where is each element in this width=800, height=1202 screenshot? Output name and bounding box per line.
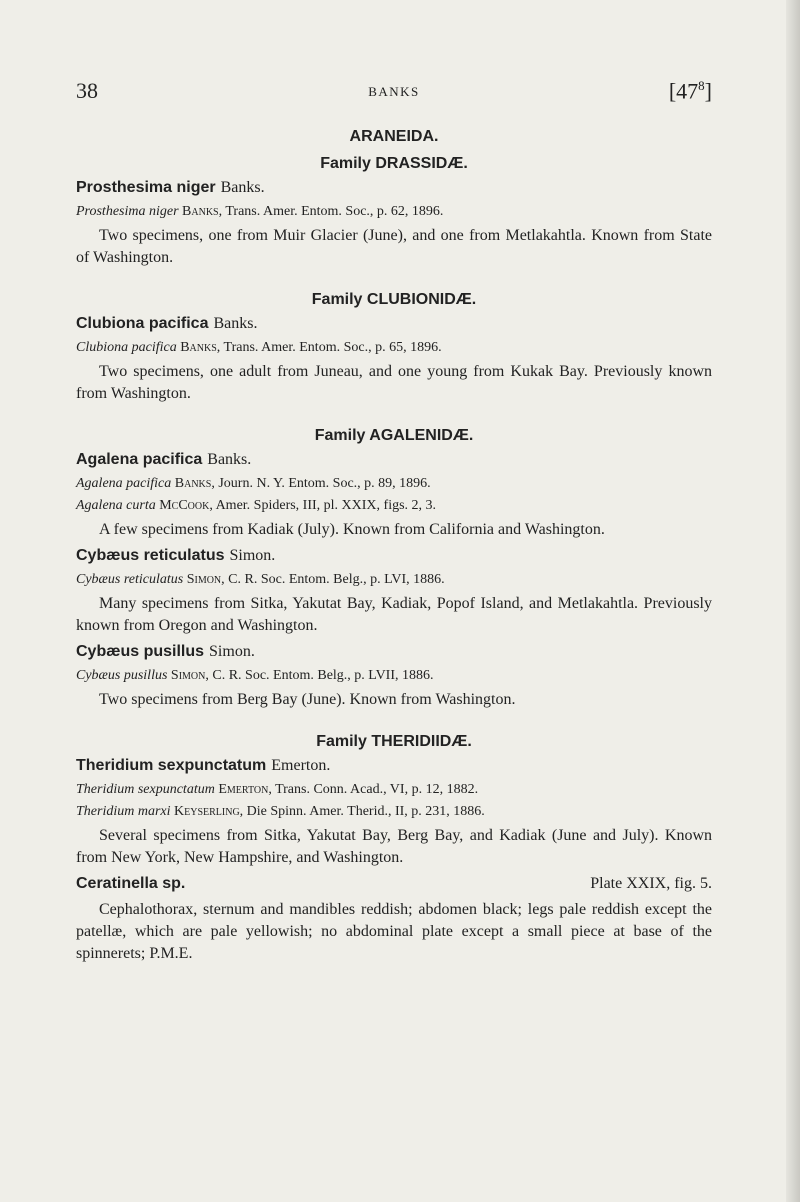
running-title: BANKS: [368, 84, 420, 99]
species-heading: [76, 179, 712, 197]
species-heading: [76, 451, 712, 469]
species-author: Simon.: [209, 643, 255, 660]
citation-line: [76, 339, 712, 357]
article-body: [76, 128, 712, 971]
citation-details: , Amer. Spiders, III, pl. XXIX, figs. 2, 3.: [209, 498, 437, 513]
citation-details: , Trans. Conn. Acad., VI, p. 12, 1882.: [268, 782, 479, 797]
citation-details: , C. R. Soc. Entom. Belg., p. LVII, 1886.: [205, 668, 434, 683]
page-number: 38: [76, 78, 98, 103]
citation-line: [76, 497, 712, 515]
citation-details: , Journ. N. Y. Entom. Soc., p. 89, 1896.: [211, 476, 431, 491]
order-heading: ARANEIDA.: [349, 128, 439, 145]
page-edge-shadow: [786, 0, 800, 1202]
species-record-text: Two specimens, one adult from Juneau, and one young from Kukak Bay. Previously known from Washington.: [76, 363, 712, 402]
citation-taxon: Theridium sexpunctatum: [76, 782, 215, 797]
species-record-text: A few specimens from Kadiak (July). Known from California and Washington.: [99, 521, 605, 538]
citation-line: [76, 667, 712, 685]
species-heading: [76, 547, 712, 565]
species-name: Theridium sexpunctatum: [76, 757, 267, 774]
citation-line: [76, 803, 712, 821]
citation-details: , C. R. Soc. Entom. Belg., p. LVI, 1886.: [221, 572, 445, 587]
species-heading: [76, 757, 712, 775]
citation-details: , Trans. Amer. Entom. Soc., p. 65, 1896.: [216, 340, 442, 355]
plate-reference: Plate XXIX, fig. 5.: [590, 875, 712, 892]
citation-taxon: Cybæus reticulatus: [76, 572, 184, 587]
species-author: Banks.: [207, 451, 252, 468]
species-name: Cybæus reticulatus: [76, 547, 225, 564]
citation-author: McCook: [159, 498, 210, 513]
citation-taxon: Prosthesima niger: [76, 204, 179, 219]
species-heading: [76, 875, 712, 893]
species-heading: [76, 643, 712, 661]
citation-line: [76, 571, 712, 589]
species-author: Banks.: [213, 315, 258, 332]
species-name: Agalena pacifica: [76, 451, 203, 468]
citation-details: , Die Spinn. Amer. Therid., II, p. 231, 1886.: [239, 804, 485, 819]
citation-author: Emerton: [218, 782, 269, 797]
citation-details: , Trans. Amer. Entom. Soc., p. 62, 1896.: [218, 204, 444, 219]
species-author: Emerton.: [271, 757, 331, 774]
page-header: [76, 78, 712, 114]
original-page-number: $[47^8]$: [668, 78, 712, 104]
species-record-text: Cephalothorax, sternum and mandibles reddish; abdomen black; legs pale reddish except the patellæ, which are pale yellowish; no abdominal plate except a small piece at base of the spinnerets; P.M.E.: [76, 901, 712, 962]
species-record-text: Several specimens from Sitka, Yakutat Bay, Berg Bay, and Kadiak (June and July). Known from New York, New Hampshire, and Washington.: [76, 827, 712, 866]
family-heading: Family CLUBIONIDÆ.: [311, 291, 477, 308]
species-record-text: Two specimens, one from Muir Glacier (June), and one from Metlakahtla. Known from State of Washington.: [76, 227, 712, 266]
species-author: Simon.: [229, 547, 276, 564]
species-name: Ceratinella sp.: [76, 875, 186, 892]
citation-author: Simon: [170, 668, 206, 683]
family-heading: Family DRASSIDÆ.: [320, 155, 468, 172]
family-list: [76, 155, 712, 965]
citation-author: Simon: [186, 572, 222, 587]
species-record-text: Two specimens from Berg Bay (June). Known from Washington.: [99, 691, 516, 708]
citation-taxon: Cybæus pusillus: [76, 668, 168, 683]
citation-taxon: Theridium marxi: [76, 804, 171, 819]
citation-line: [76, 475, 712, 493]
citation-author: Banks: [180, 340, 217, 355]
family-heading: Family AGALENIDÆ.: [314, 427, 474, 444]
citation-author: Keyserling: [174, 804, 240, 819]
citation-author: Banks: [182, 204, 219, 219]
species-record-text: Many specimens from Sitka, Yakutat Bay, Kadiak, Popof Island, and Metlakahtla. Previously known from Oregon and Washington.: [76, 595, 712, 634]
citation-author: Banks: [174, 476, 212, 491]
species-author: Banks.: [220, 179, 265, 196]
citation-taxon: Agalena pacifica: [76, 476, 172, 491]
family-heading: Family THERIDIIDÆ.: [316, 733, 472, 750]
citation-taxon: Agalena curta: [76, 498, 156, 513]
species-name: Prosthesima niger: [76, 179, 216, 196]
citation-line: [76, 203, 712, 221]
citation-line: [76, 781, 712, 799]
species-name: Cybæus pusillus: [76, 643, 205, 660]
species-heading: [76, 315, 712, 333]
citation-taxon: Clubiona pacifica: [76, 340, 177, 355]
species-name: Clubiona pacifica: [76, 315, 209, 332]
